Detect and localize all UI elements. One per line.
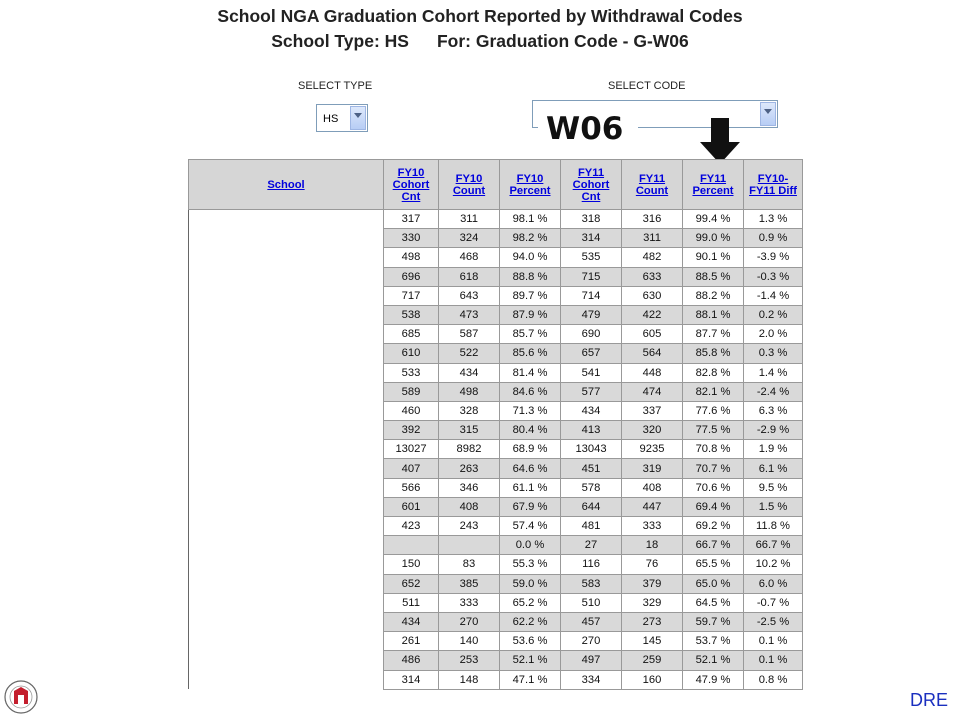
school-name-cell (189, 325, 384, 344)
graduation-table (188, 159, 803, 690)
table-cell: 10.2 % (744, 555, 803, 574)
table-cell: 479 (561, 305, 622, 324)
table-cell: 423 (384, 517, 439, 536)
table-cell: -2.4 % (744, 382, 803, 401)
table-cell: 564 (622, 344, 683, 363)
table-cell: 630 (622, 286, 683, 305)
table-cell: 52.1 % (683, 651, 744, 670)
table-cell (439, 536, 500, 555)
table-row (189, 325, 803, 344)
table-cell: 717 (384, 286, 439, 305)
school-name-cell (189, 459, 384, 478)
table-cell: 535 (561, 248, 622, 267)
column-header-3[interactable] (500, 160, 561, 210)
table-cell: 270 (561, 632, 622, 651)
school-name-cell (189, 248, 384, 267)
table-cell: 447 (622, 497, 683, 516)
table-cell: 587 (439, 325, 500, 344)
sort-link[interactable] (692, 173, 733, 197)
table-cell: 47.1 % (500, 670, 561, 689)
table-cell: 311 (439, 210, 500, 229)
school-name-cell (189, 401, 384, 420)
table-cell: 70.6 % (683, 478, 744, 497)
school-name-cell (189, 210, 384, 229)
table-cell: 685 (384, 325, 439, 344)
table-cell: 510 (561, 593, 622, 612)
table-cell: 1.4 % (744, 363, 803, 382)
select-type-dropdown[interactable] (316, 104, 368, 132)
chevron-down-icon[interactable] (350, 106, 366, 130)
table-cell: 0.1 % (744, 632, 803, 651)
table-cell: 511 (384, 593, 439, 612)
table-cell: 346 (439, 478, 500, 497)
page-title (0, 4, 960, 54)
table-row (189, 574, 803, 593)
table-cell: 577 (561, 382, 622, 401)
table-row (189, 632, 803, 651)
table-cell: 583 (561, 574, 622, 593)
table-cell: 65.2 % (500, 593, 561, 612)
table-cell: 87.9 % (500, 305, 561, 324)
table-cell: 66.7 % (683, 536, 744, 555)
table-row (189, 459, 803, 478)
table-cell: 6.0 % (744, 574, 803, 593)
column-header-text: Count (452, 184, 486, 197)
school-name-cell (189, 421, 384, 440)
table-row (189, 363, 803, 382)
table-cell: 9235 (622, 440, 683, 459)
table-cell: 243 (439, 517, 500, 536)
school-name-cell (189, 440, 384, 459)
school-name-cell (189, 267, 384, 286)
column-header-text: FY10- (757, 172, 789, 185)
table-cell: 13043 (561, 440, 622, 459)
table-cell: 0.3 % (744, 344, 803, 363)
table-cell: 47.9 % (683, 670, 744, 689)
table-cell: 330 (384, 229, 439, 248)
table-cell: 498 (439, 382, 500, 401)
table-row (189, 478, 803, 497)
table-row (189, 517, 803, 536)
table-cell: 522 (439, 344, 500, 363)
table-cell: 460 (384, 401, 439, 420)
table-cell: 333 (622, 517, 683, 536)
table-cell: 67.9 % (500, 497, 561, 516)
school-name-cell (189, 286, 384, 305)
table-cell: 87.7 % (683, 325, 744, 344)
table-cell: 94.0 % (500, 248, 561, 267)
table-cell: 541 (561, 363, 622, 382)
column-header-text: Count (635, 184, 669, 197)
column-header-text: Cnt (401, 190, 421, 203)
school-name-cell (189, 363, 384, 382)
table-body (189, 210, 803, 690)
table-row (189, 555, 803, 574)
table-cell: 65.0 % (683, 574, 744, 593)
table-cell: 434 (439, 363, 500, 382)
table-cell: 408 (439, 497, 500, 516)
table-cell: 1.9 % (744, 440, 803, 459)
table-cell: 1.3 % (744, 210, 803, 229)
table-cell: 474 (622, 382, 683, 401)
table-cell: 85.7 % (500, 325, 561, 344)
table-cell: 434 (561, 401, 622, 420)
school-name-cell (189, 536, 384, 555)
column-header-4[interactable] (561, 160, 622, 210)
table-row (189, 497, 803, 516)
column-header-2[interactable] (439, 160, 500, 210)
table-cell: 434 (384, 612, 439, 631)
table-cell: 77.6 % (683, 401, 744, 420)
table-cell: 601 (384, 497, 439, 516)
table-row (189, 651, 803, 670)
table-cell: 317 (384, 210, 439, 229)
table-cell: 337 (622, 401, 683, 420)
table-cell: 85.8 % (683, 344, 744, 363)
column-header-6[interactable] (683, 160, 744, 210)
subtitle-line (0, 29, 960, 54)
table-cell: 69.2 % (683, 517, 744, 536)
table-row (189, 536, 803, 555)
sort-link[interactable] (573, 167, 610, 203)
table-cell: 82.1 % (683, 382, 744, 401)
table-cell: 52.1 % (500, 651, 561, 670)
table-cell: 116 (561, 555, 622, 574)
column-header-text: FY10 (455, 172, 483, 185)
column-header-text: Cnt (581, 190, 601, 203)
sort-link[interactable] (453, 173, 485, 197)
table-cell: 98.1 % (500, 210, 561, 229)
table-cell: 385 (439, 574, 500, 593)
table-cell: 618 (439, 267, 500, 286)
table-cell: 27 (561, 536, 622, 555)
column-header-5[interactable] (622, 160, 683, 210)
table-cell: 11.8 % (744, 517, 803, 536)
code-callout: W06 (538, 104, 638, 154)
school-district-logo (3, 677, 39, 717)
table-cell: 448 (622, 363, 683, 382)
table-cell: 8982 (439, 440, 500, 459)
school-name-cell (189, 593, 384, 612)
table-cell: 578 (561, 478, 622, 497)
chevron-down-icon[interactable] (760, 102, 776, 126)
table-cell: 148 (439, 670, 500, 689)
table-cell: 59.0 % (500, 574, 561, 593)
school-name-cell (189, 478, 384, 497)
table-cell: 0.2 % (744, 305, 803, 324)
table-cell: 589 (384, 382, 439, 401)
table-cell: -0.3 % (744, 267, 803, 286)
table-row (189, 210, 803, 229)
table-cell: 70.8 % (683, 440, 744, 459)
select-code-label: SELECT CODE (608, 80, 686, 92)
table-cell: 407 (384, 459, 439, 478)
table-cell: 605 (622, 325, 683, 344)
table-cell: 696 (384, 267, 439, 286)
table-row (189, 382, 803, 401)
table-cell: 690 (561, 325, 622, 344)
table-cell: 150 (384, 555, 439, 574)
school-name-cell (189, 305, 384, 324)
table-header-row (189, 160, 803, 210)
table-cell: 13027 (384, 440, 439, 459)
school-name-cell (189, 612, 384, 631)
school-name-cell (189, 517, 384, 536)
table-row (189, 344, 803, 363)
table-cell: 98.2 % (500, 229, 561, 248)
sort-link[interactable] (267, 179, 304, 191)
table-cell: 2.0 % (744, 325, 803, 344)
school-name-cell (189, 555, 384, 574)
arrow-down-icon (700, 118, 740, 164)
school-type-label: School Type: HS (271, 31, 409, 51)
table-cell: 318 (561, 210, 622, 229)
table-cell: 314 (561, 229, 622, 248)
table-cell: 88.1 % (683, 305, 744, 324)
table-cell: 85.6 % (500, 344, 561, 363)
table-cell: 643 (439, 286, 500, 305)
table-cell: 53.6 % (500, 632, 561, 651)
table-row (189, 593, 803, 612)
table-cell: 451 (561, 459, 622, 478)
table-row (189, 305, 803, 324)
table-cell: 77.5 % (683, 421, 744, 440)
table-cell: 319 (622, 459, 683, 478)
school-name-cell (189, 497, 384, 516)
table-cell: 61.1 % (500, 478, 561, 497)
table-cell: 328 (439, 401, 500, 420)
table-cell: 160 (622, 670, 683, 689)
table-cell (384, 536, 439, 555)
school-name-cell (189, 651, 384, 670)
title-line: School NGA Graduation Cohort Reported by Withdrawal Codes (217, 6, 743, 26)
table-cell: 99.4 % (683, 210, 744, 229)
table-cell: 9.5 % (744, 478, 803, 497)
column-header-7[interactable] (744, 160, 803, 210)
table-cell: 261 (384, 632, 439, 651)
table-row (189, 401, 803, 420)
table-cell: 69.4 % (683, 497, 744, 516)
table-cell: 481 (561, 517, 622, 536)
table-cell: 715 (561, 267, 622, 286)
table-cell: 482 (622, 248, 683, 267)
table-cell: 82.8 % (683, 363, 744, 382)
table-cell: 84.6 % (500, 382, 561, 401)
table-cell: 422 (622, 305, 683, 324)
column-header-text: FY11 (577, 166, 605, 179)
table-cell: 0.9 % (744, 229, 803, 248)
column-header-0[interactable] (189, 160, 384, 210)
column-header-text: FY10 (516, 172, 544, 185)
table-cell: 498 (384, 248, 439, 267)
table-cell: 6.1 % (744, 459, 803, 478)
school-name-cell (189, 574, 384, 593)
column-header-text: Percent (692, 184, 734, 197)
table-cell: 99.0 % (683, 229, 744, 248)
table-cell: 68.9 % (500, 440, 561, 459)
table-cell: 714 (561, 286, 622, 305)
table-row (189, 267, 803, 286)
table-cell: 329 (622, 593, 683, 612)
school-name-cell (189, 229, 384, 248)
table-cell: 263 (439, 459, 500, 478)
table-cell: 0.8 % (744, 670, 803, 689)
table-cell: 145 (622, 632, 683, 651)
table-cell: 566 (384, 478, 439, 497)
table-cell: 53.7 % (683, 632, 744, 651)
table-cell: 88.8 % (500, 267, 561, 286)
table-row (189, 248, 803, 267)
table-cell: 0.1 % (744, 651, 803, 670)
table-cell: 76 (622, 555, 683, 574)
table-cell: 1.5 % (744, 497, 803, 516)
table-cell: 533 (384, 363, 439, 382)
table-row (189, 670, 803, 689)
table-cell: -0.7 % (744, 593, 803, 612)
column-header-text: Percent (509, 184, 551, 197)
table-cell: 457 (561, 612, 622, 631)
table-cell: 468 (439, 248, 500, 267)
table-cell: 610 (384, 344, 439, 363)
table-row (189, 421, 803, 440)
school-name-cell (189, 344, 384, 363)
table-cell: 314 (384, 670, 439, 689)
table-cell: 0.0 % (500, 536, 561, 555)
table-cell: 320 (622, 421, 683, 440)
table-cell: 88.5 % (683, 267, 744, 286)
column-header-text: FY11 Diff (749, 184, 797, 197)
table-cell: 644 (561, 497, 622, 516)
table-cell: 408 (622, 478, 683, 497)
table-cell: 70.7 % (683, 459, 744, 478)
table-cell: 273 (622, 612, 683, 631)
table-cell: 652 (384, 574, 439, 593)
table-cell: 83 (439, 555, 500, 574)
column-header-text: FY10 (397, 166, 425, 179)
table-cell: 538 (384, 305, 439, 324)
table-cell: -2.5 % (744, 612, 803, 631)
table-row (189, 612, 803, 631)
table-cell: 81.4 % (500, 363, 561, 382)
sort-link[interactable] (393, 167, 430, 203)
table-cell: 270 (439, 612, 500, 631)
table-cell: 18 (622, 536, 683, 555)
table-cell: 57.4 % (500, 517, 561, 536)
table-cell: 334 (561, 670, 622, 689)
select-type-label: SELECT TYPE (298, 80, 373, 92)
table-row (189, 229, 803, 248)
school-name-cell (189, 382, 384, 401)
sort-link[interactable] (636, 173, 668, 197)
table-cell: 6.3 % (744, 401, 803, 420)
column-header-1[interactable] (384, 160, 439, 210)
table-cell: 88.2 % (683, 286, 744, 305)
table-row (189, 286, 803, 305)
table-cell: -3.9 % (744, 248, 803, 267)
table-cell: 64.6 % (500, 459, 561, 478)
table-cell: 316 (622, 210, 683, 229)
table-cell: 59.7 % (683, 612, 744, 631)
column-header-text: FY11 (699, 172, 727, 185)
table-cell: 64.5 % (683, 593, 744, 612)
graduation-code-label: For: Graduation Code - G-W06 (436, 31, 689, 51)
table-row (189, 440, 803, 459)
table-cell: 657 (561, 344, 622, 363)
table-cell: 311 (622, 229, 683, 248)
table-cell: 473 (439, 305, 500, 324)
select-type-value: HS (323, 113, 339, 125)
table-cell: 333 (439, 593, 500, 612)
table-cell: 80.4 % (500, 421, 561, 440)
sort-link[interactable] (509, 173, 550, 197)
table-cell: 253 (439, 651, 500, 670)
column-header-text: FY11 (638, 172, 666, 185)
table-cell: 90.1 % (683, 248, 744, 267)
sort-link[interactable] (749, 173, 797, 197)
table-cell: 324 (439, 229, 500, 248)
table-cell: 379 (622, 574, 683, 593)
table-cell: -2.9 % (744, 421, 803, 440)
table-cell: -1.4 % (744, 286, 803, 305)
column-header-text: Cohort (572, 178, 610, 191)
table-cell: 62.2 % (500, 612, 561, 631)
table-cell: 392 (384, 421, 439, 440)
table-cell: 55.3 % (500, 555, 561, 574)
school-name-cell (189, 670, 384, 689)
table-cell: 413 (561, 421, 622, 440)
table-cell: 315 (439, 421, 500, 440)
table-cell: 633 (622, 267, 683, 286)
table-cell: 140 (439, 632, 500, 651)
table-cell: 486 (384, 651, 439, 670)
table-cell: 497 (561, 651, 622, 670)
dre-label: DRE (909, 690, 948, 710)
column-header-text: School (267, 178, 305, 191)
column-header-text: Cohort (392, 178, 430, 191)
table-cell: 65.5 % (683, 555, 744, 574)
table-cell: 71.3 % (500, 401, 561, 420)
school-name-cell (189, 632, 384, 651)
table-cell: 66.7 % (744, 536, 803, 555)
table-cell: 259 (622, 651, 683, 670)
table-cell: 89.7 % (500, 286, 561, 305)
